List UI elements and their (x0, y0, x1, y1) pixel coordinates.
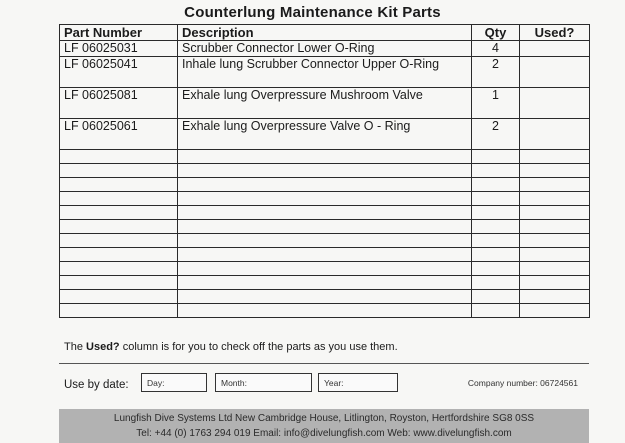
divider (59, 363, 589, 364)
header-description: Description (178, 25, 472, 41)
cell-used[interactable] (520, 41, 590, 57)
cell-used[interactable] (520, 57, 590, 88)
empty-cell[interactable] (520, 276, 590, 290)
empty-cell[interactable] (520, 178, 590, 192)
empty-row (60, 234, 590, 248)
day-field[interactable]: Day: (141, 373, 207, 392)
table-row (60, 119, 590, 150)
empty-cell (178, 192, 472, 206)
empty-row (60, 150, 590, 164)
empty-cell (178, 206, 472, 220)
empty-cell (178, 220, 472, 234)
empty-cell (178, 276, 472, 290)
empty-cell (472, 276, 520, 290)
empty-cell (60, 164, 178, 178)
empty-cell (472, 164, 520, 178)
empty-cell (60, 290, 178, 304)
note-bold: Used? (86, 341, 120, 353)
empty-cell (472, 150, 520, 164)
empty-row (60, 262, 590, 276)
empty-cell (60, 206, 178, 220)
empty-cell (472, 220, 520, 234)
cell-qty: 2 (472, 119, 520, 150)
usage-note (64, 341, 398, 353)
empty-cell (60, 150, 178, 164)
use-by-label: Use by date: (64, 379, 129, 391)
empty-cell[interactable] (520, 234, 590, 248)
cell-qty: 4 (472, 41, 520, 57)
empty-cell[interactable] (520, 290, 590, 304)
empty-cell[interactable] (520, 206, 590, 220)
empty-cell (178, 304, 472, 318)
empty-cell (178, 178, 472, 192)
cell-description: Scrubber Connector Lower O-Ring (178, 41, 472, 57)
cell-part-number: LF 06025081 (60, 88, 178, 119)
empty-cell[interactable] (520, 150, 590, 164)
header-qty: Qty (472, 25, 520, 41)
footer (59, 409, 589, 443)
empty-cell (60, 304, 178, 318)
cell-qty: 2 (472, 57, 520, 88)
page-title: Counterlung Maintenance Kit Parts (184, 4, 441, 21)
empty-row (60, 290, 590, 304)
note-suffix: column is for you to check off the parts as you use them. (119, 341, 398, 353)
footer-address: Lungfish Dive Systems Ltd New Cambridge House, Litlington, Royston, Hertfordshire SG8 0SS (113, 413, 535, 424)
empty-cell (178, 164, 472, 178)
header-used: Used? (520, 25, 590, 41)
table-row (60, 41, 590, 57)
empty-cell (178, 150, 472, 164)
month-field[interactable]: Month: (215, 373, 312, 392)
table-header-row (60, 25, 590, 41)
empty-cell (178, 290, 472, 304)
year-field[interactable]: Year: (318, 373, 398, 392)
cell-qty: 1 (472, 88, 520, 119)
empty-row (60, 206, 590, 220)
empty-cell (178, 262, 472, 276)
empty-cell (472, 206, 520, 220)
empty-cell (60, 262, 178, 276)
cell-description: Inhale lung Scrubber Connector Upper O-Ring (178, 57, 472, 88)
empty-row (60, 248, 590, 262)
empty-cell (472, 192, 520, 206)
empty-cell (472, 178, 520, 192)
footer-contact: Tel: +44 (0) 1763 294 019 Email: info@divelungfish.com Web: www.divelungfish.com (136, 428, 512, 439)
empty-cell[interactable] (520, 192, 590, 206)
empty-cell[interactable] (520, 164, 590, 178)
empty-cell (178, 248, 472, 262)
empty-cell[interactable] (520, 220, 590, 234)
cell-part-number: LF 06025031 (60, 41, 178, 57)
empty-row (60, 164, 590, 178)
empty-cell (60, 192, 178, 206)
empty-cell (472, 290, 520, 304)
empty-cell (472, 234, 520, 248)
cell-part-number: LF 06025061 (60, 119, 178, 150)
cell-description: Exhale lung Overpressure Valve O - Ring (178, 119, 472, 150)
cell-used[interactable] (520, 119, 590, 150)
empty-cell (472, 304, 520, 318)
empty-cell (60, 220, 178, 234)
empty-cell (60, 248, 178, 262)
cell-used[interactable] (520, 88, 590, 119)
empty-cell (60, 234, 178, 248)
empty-cell[interactable] (520, 248, 590, 262)
table-row (60, 88, 590, 119)
empty-cell (178, 234, 472, 248)
empty-cell (472, 262, 520, 276)
company-number: Company number: 06724561 (467, 378, 578, 388)
header-part-number: Part Number (60, 25, 178, 41)
empty-cell (472, 248, 520, 262)
empty-cell[interactable] (520, 304, 590, 318)
empty-row (60, 192, 590, 206)
empty-row (60, 178, 590, 192)
empty-cell (60, 276, 178, 290)
table-row (60, 57, 590, 88)
cell-part-number: LF 06025041 (60, 57, 178, 88)
cell-description: Exhale lung Overpressure Mushroom Valve (178, 88, 472, 119)
note-prefix: The (64, 341, 87, 353)
empty-cell[interactable] (520, 262, 590, 276)
empty-row (60, 276, 590, 290)
empty-row (60, 304, 590, 318)
parts-table (59, 24, 590, 318)
empty-cell (60, 178, 178, 192)
empty-row (60, 220, 590, 234)
